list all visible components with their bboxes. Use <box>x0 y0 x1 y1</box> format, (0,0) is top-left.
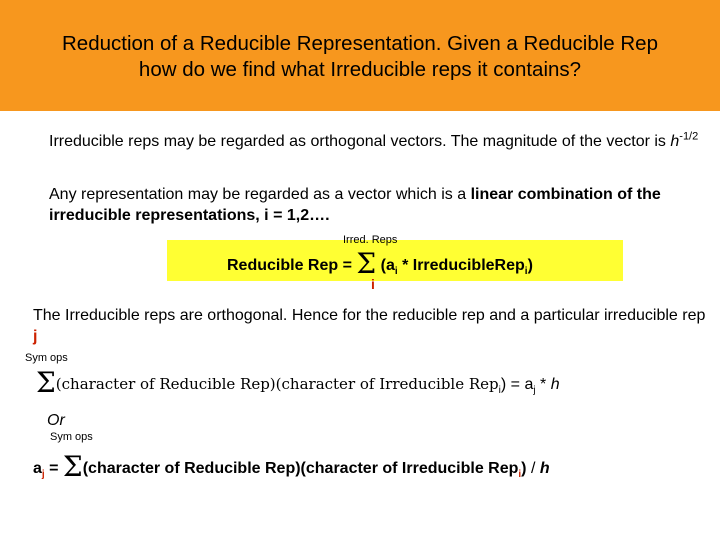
title-banner <box>0 0 720 111</box>
or-label: Or <box>47 412 65 429</box>
sum-lower-index: i <box>371 276 375 292</box>
sym-ops-label-1: Sym ops <box>25 352 68 364</box>
sigma-symbol: Σ <box>62 450 83 483</box>
h-symbol: h <box>670 133 680 150</box>
paragraph-linear-combination: Any representation may be regarded as a vector which is a linear combination of the irreducible representations, i = 1,2…. <box>49 186 661 224</box>
sum-upper-label: Irred. Reps <box>343 234 398 246</box>
exponent: -1/2 <box>679 130 699 143</box>
reducible-rep-equation: Reducible Rep = Σ ($a_i$ * IrreducibleRep$_i$) <box>227 247 533 280</box>
j-symbol: j <box>33 328 38 345</box>
sigma-symbol: Σ <box>36 366 56 399</box>
paragraph-orthogonal-vectors: Irreducible reps may be regarded as orthogonal vectors. The magnitude of the vector is $h^{-1/2}$ <box>49 130 699 150</box>
sym-ops-label-2: Sym ops <box>50 431 93 443</box>
paragraph-orthogonality: The Irreducible reps are orthogonal. Hence for the reducible rep and a particular irreducible rep j <box>33 307 706 345</box>
slide-title: Reduction of a Reducible Representation. Given a Reducible Rep how do we find what Irreducible reps it contains? <box>61 32 658 81</box>
aj-formula: $a_j$ = Σ(character of Reducible Rep)(character of Irreducible Rep$_i$) / h <box>33 450 550 483</box>
sigma-symbol: Σ <box>356 247 377 280</box>
character-sum-equation: Σ(character of Reducible Rep)(character of Irreducible $Rep_i) = a_j * h$ <box>36 366 560 399</box>
